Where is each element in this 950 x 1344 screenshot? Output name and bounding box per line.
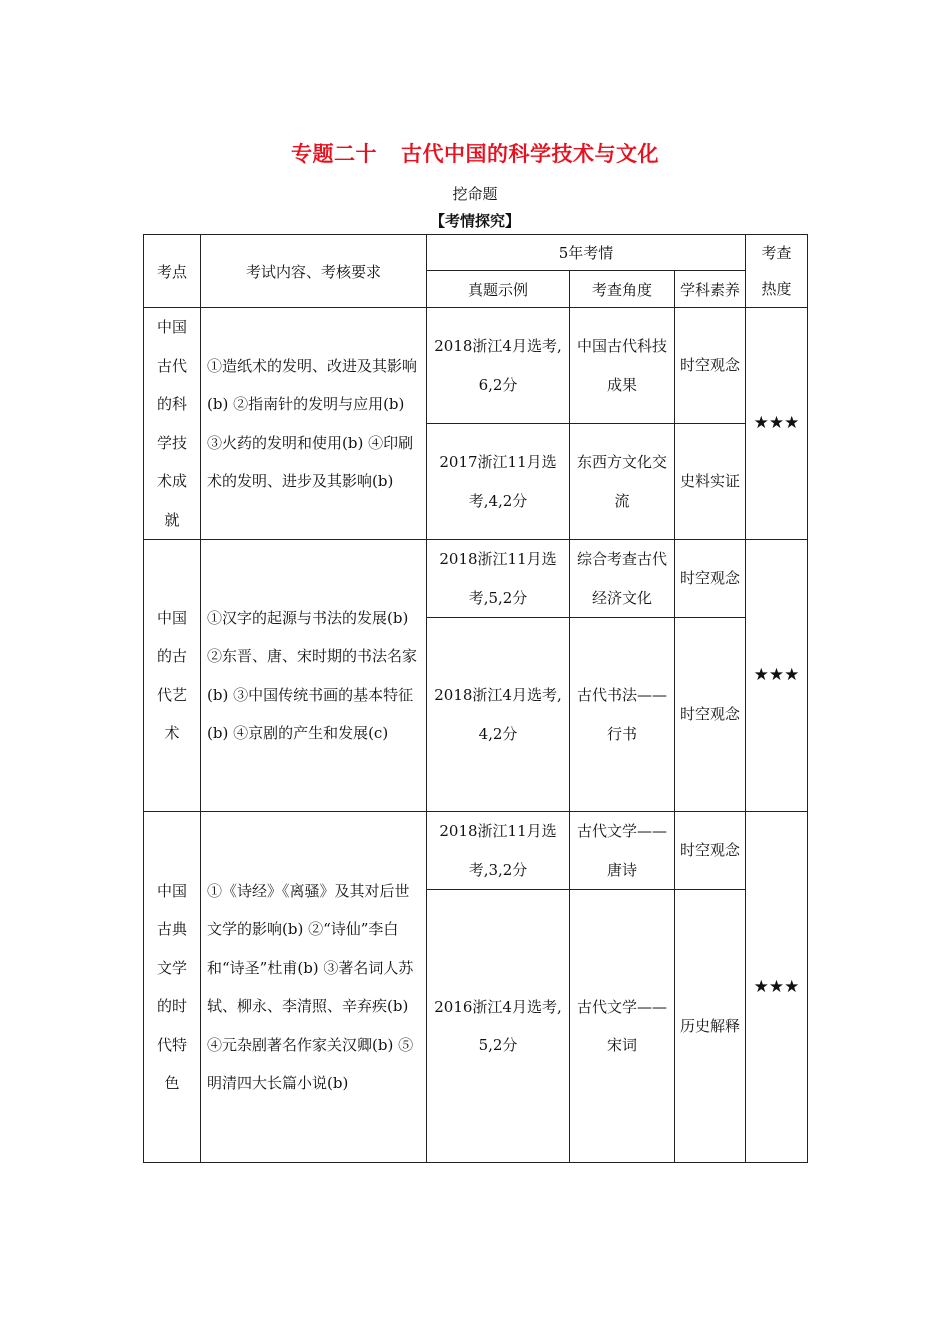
angle-cell: 东西方文化交流	[570, 424, 675, 540]
header-content: 考试内容、考核要求	[201, 235, 427, 308]
title-part-1: 专题二十	[291, 142, 377, 166]
exam-analysis-table	[143, 234, 808, 1163]
angle-cell: 中国古代科技成果	[570, 308, 675, 424]
title-part-2: 古代中国的科学技术与文化	[401, 142, 659, 166]
literacy-cell: 时空观念	[675, 812, 746, 890]
example-cell: 2017浙江11月选考,4,2分	[427, 424, 570, 540]
header-five-year: 5年考情	[427, 235, 746, 271]
content-cell: ①汉字的起源与书法的发展(b) ②东晋、唐、宋时期的书法名家(b) ③中国传统书画的基本特征(b) ④京剧的产生和发展(c)	[201, 540, 427, 812]
angle-cell: 古代文学——宋词	[570, 890, 675, 1163]
section-heading: 【考情探究】	[429, 212, 520, 230]
header-heat	[746, 235, 808, 308]
angle-cell: 古代文学——唐诗	[570, 812, 675, 890]
example-cell: 2018浙江11月选考,3,2分	[427, 812, 570, 890]
heat-stars: ★★★	[746, 812, 808, 1163]
literacy-cell: 历史解释	[675, 890, 746, 1163]
literacy-cell: 史料实证	[675, 424, 746, 540]
content-cell: ①造纸术的发明、改进及其影响(b) ②指南针的发明与应用(b) ③火药的发明和使用(b) ④印刷术的发明、进步及其影响(b)	[201, 308, 427, 540]
angle-cell: 综合考查古代经济文化	[570, 540, 675, 618]
subtitle: 挖命题	[452, 185, 498, 203]
kaodian-cell: 中国古代的科学技术成就	[144, 308, 201, 540]
example-cell: 2018浙江11月选考,5,2分	[427, 540, 570, 618]
example-cell: 2018浙江4月选考, 4,2分	[427, 618, 570, 812]
header-angle: 考查角度	[570, 271, 675, 308]
content-cell: ①《诗经》《离骚》及其对后世文学的影响(b) ②“诗仙”李白和“诗圣”杜甫(b) ③著名词人苏轼、柳永、李清照、辛弃疾(b) ④元杂剧著名作家关汉卿(b) ⑤明清四大长篇小说(b)	[201, 812, 427, 1163]
header-literacy: 学科素养	[675, 271, 746, 308]
heat-stars: ★★★	[746, 540, 808, 812]
header-kaodian: 考点	[144, 235, 201, 308]
heat-stars: ★★★	[746, 308, 808, 540]
header-heat-line2: 热度	[761, 280, 792, 298]
kaodian-cell: 中国古典文学的时代特色	[144, 812, 201, 1163]
literacy-cell: 时空观念	[675, 308, 746, 424]
example-cell: 2016浙江4月选考, 5,2分	[427, 890, 570, 1163]
page-title	[0, 138, 950, 168]
literacy-cell: 时空观念	[675, 540, 746, 618]
header-heat-line1: 考查	[761, 244, 792, 262]
angle-cell: 古代书法——行书	[570, 618, 675, 812]
example-cell: 2018浙江4月选考, 6,2分	[427, 308, 570, 424]
header-example: 真题示例	[427, 271, 570, 308]
literacy-cell: 时空观念	[675, 618, 746, 812]
kaodian-cell: 中国的古代艺术	[144, 540, 201, 812]
